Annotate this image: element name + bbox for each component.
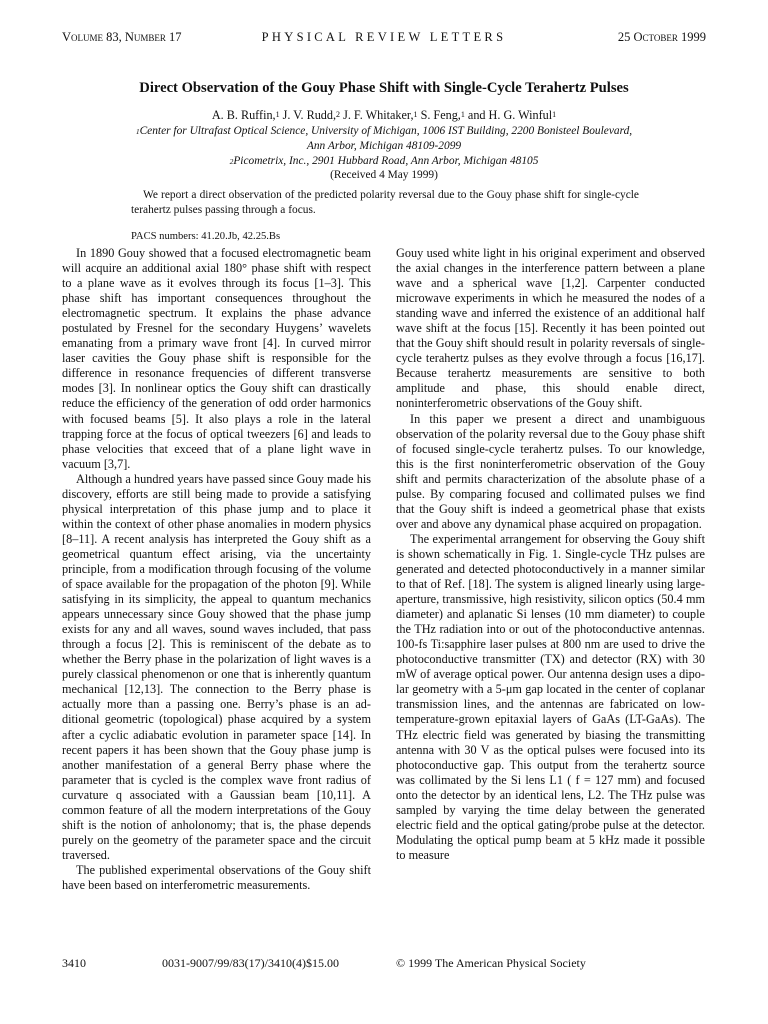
journal-name: PHYSICAL REVIEW LETTERS (261, 30, 507, 44)
body-paragraph: In this paper we present a direct and unambiguous observation of the polarity reversal due to the Gouy phase shift of focused single-cycle terahertz pulses. To our knowledge, this is the first noninterferometric observation of the Gouy shift and permits characterization of the absolute phase of a pulse. By comparing focused and collimated pulses we find that the Gouy shift is indeed a geometrical phase that exists over and above any dynamical phase acquired on propagation. (396, 411, 705, 531)
affiliation-2-line: Picometrix, Inc., 2901 Hubbard Road, Ann Arbor, Michigan 48105 (233, 155, 539, 167)
author-list (60, 108, 708, 123)
author-name: S. Feng, (420, 108, 461, 122)
volume-number: Volume 83, Number 17 (62, 30, 182, 44)
affiliation-2 (60, 154, 708, 169)
running-head (62, 28, 706, 46)
affiliation-1-line-2: Ann Arbor, Michigan 48109-2099 (306, 140, 462, 152)
body-paragraph: Gouy used white light in his original experiment and observed the axial changes in the interference pattern between a plane wave and a spherical wave [1,2]. Carpenter conducted microwave experiments in which he measured the nodes of a standing wave and inferred the existence of an additional half wave shift at the focus [15]. Recently it has been pointed out that the Gouy shift should result in polarity reversals of single-cycle terahertz pulses as they evolve through a focus [16,17]. Because terahertz measurements are sensitive to both amplitude and phase, this should enable direct, noninterferometric observations of the Gouy shift. (396, 246, 705, 411)
affiliation-mark: 1 (552, 110, 557, 119)
body-paragraph: The published experimental observations of the Gouy shift have been based on interferometric measurements. (62, 862, 371, 892)
affiliation-mark: 1 (413, 110, 418, 119)
issue-date: 25 October 1999 (617, 30, 706, 44)
body-column-right (396, 246, 705, 863)
abstract: We report a direct observation of the predicted polarity reversal due to the Gouy phase shift for single-cycle terahertz pulses passing through a focus. (131, 189, 639, 216)
received-date: (Received 4 May 1999) (330, 169, 438, 181)
body-paragraph: Although a hundred years have passed since Gouy made his discovery, efforts are still being made to provide a satisfying physical interpretation of this phase jump and to place it within the context of other phase anomalies in modern physics [8–11]. A recent analysis has interpreted the Gouy shift as a geometrical quantum effect arising, via the uncertainty principle, from a modification through focusing of the volume of space available for the propagation of the photon [9]. While satisfying in its simplicity, the appeal to quantum mechanics appears unnecessary since Gouy showed that the phase jump exists for any and all waves, sound waves included, that pass through a focus [2]. This is reminiscent of the debate as to whether the Berry phase in the polarization of light waves is a purely classical phenomenon or one that is inherently quantum mechanical [12,13]. The connection to the Berry phase is actually more than a passing one. Berry’s phase is an additional geometric (topological) phase acquired by a system after a cyclic adiabatic evolution in parameter space [14]. In recent papers it has been shown that the Gouy phase jump is another manifestation of a general Berry phase where the parameter that is cycled is the complex wave front radius of curvature q associated with a Gaussian beam [10,11]. A common feature of all the modern interpretations of the Gouy shift is the notion of anholonomy; that is, the phase depends purely on the geometry of the parameter space and the circuit traversed. (62, 471, 371, 862)
body-column-left (62, 246, 371, 893)
affiliation-mark: 1 (460, 110, 465, 119)
body-paragraph: The experimental arrangement for observing the Gouy shift is shown schematically in Fig. 1. Single-cycle THz pulses are generated and detected photoconductively in a manner similar to that of Ref. [18]. The system is aligned linearly using large-aperture, transmissive, high resistivity, silicon optics (50.4 mm diameter) and aplanatic Si lenses (10 mm diameter) to couple the THz radiation into or out of the photoconductive antennas. 100-fs Ti:sapphire laser pulses at 800 nm are used to drive the photoconductive transmitter (TX) and detector (RX) with 30 mW of average optical power. Our antenna design uses a dipolar geometry with a 5-μm gap located in the center of coplanar transmission lines, and the antennas are fabricated on low-temperature-grown epitaxial layers of GaAs (LT-GaAs). The THz electric field was generated by biasing the transmitting antenna with 30 V as the optical pulses were focused into its photoconductive gap. This output from the terahertz source was collimated by the Si lens L1 ( f = 127 mm) and focused onto the detector by an identical lens, L2. The THz pulse was sampled by varying the time delay between the generated electric field and the optical gating/probe pulse at the detector. Modulating the optical pump beam at 5 kHz made it possible to measure (396, 531, 705, 862)
pacs-numbers: PACS numbers: 41.20.Jb, 42.25.Bs (131, 231, 281, 242)
affiliation-number: 2 (229, 157, 234, 166)
author-name: J. V. Rudd, (282, 108, 337, 122)
copyright: © 1999 The American Physical Society (396, 956, 586, 970)
affiliation-mark: 2 (336, 110, 341, 119)
author-name: J. F. Whitaker, (343, 108, 414, 122)
paper-title: Direct Observation of the Gouy Phase Shift with Single-Cycle Terahertz Pulses (139, 80, 629, 96)
body-paragraph: In 1890 Gouy showed that a focused electromagnetic beam will acquire an additional axial 180° phase shift with respect to a plane wave as it evolves through its focus [1–3]. This phase shift has important consequences throughout the electromagnetic spectrum. It explains the phase advance postulated by Fresnel for the secondary Huygens’ wavelets emanating from a primary wave front [4]. In curved mirror laser cavities the Gouy phase shift is responsible for the difference in resonance frequencies of different transverse modes [3]. In nonlinear optics the Gouy shift can drastically reduce the efficiency of the generation of odd order harmonics with focused beams [5]. It also plays a role in the lateral trapping force at the focus of optical tweezers [6] and leads to phase velocities that exceed that of a plane light wave in vacuum [3,7]. (62, 246, 371, 471)
affiliation-1-line-1: Center for Ultrafast Optical Science, University of Michigan, 1006 IST Building, 2200 Bonisteel Boulevard, (139, 125, 633, 137)
page-number: 3410 (62, 956, 86, 970)
article-code: 0031-9007/99/83(17)/3410(4)$15.00 (162, 956, 339, 970)
page-footer (62, 955, 706, 971)
author-name: and H. G. Winful (467, 108, 553, 122)
affiliation-1 (60, 124, 708, 139)
affiliation-mark: 1 (275, 110, 280, 119)
affiliation-number: 1 (135, 127, 140, 136)
author-name: A. B. Ruffin, (211, 108, 276, 122)
